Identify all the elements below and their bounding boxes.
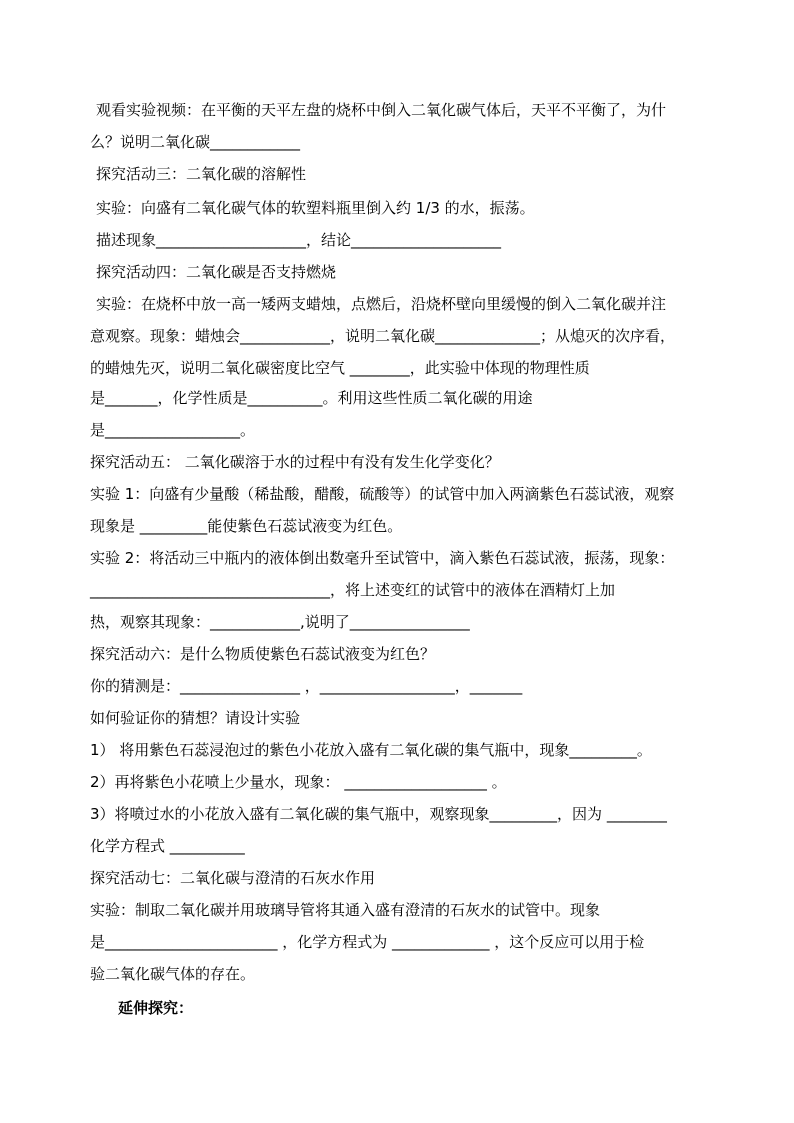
text-line: 3）将喷过水的小花放入盛有二氧化碳的集气瓶中，观察现象_________，因为 ________ [90,805,667,823]
section-heading: 探究活动六：是什么物质使紫色石蕊试液变为红色？ [90,645,436,663]
text-line: 如何验证你的猜想？请设计实验 [90,709,301,727]
text-line: 热，观察其现象：____________,说明了________________ [90,613,470,631]
text-line: 实验：在烧杯中放一高一矮两支蜡烛，点燃后，沿烧杯壁向里缓慢的倒入二氧化碳并注 [96,295,667,313]
text-line: 么？说明二氧化碳____________ [90,133,301,151]
text-line: ________________________________，将上述变红的试管中的液体在酒精灯上加 [90,581,616,599]
text-line: 是__________________。 [90,421,256,439]
text-line: 验二氧化碳气体的存在。 [90,965,256,983]
text-line: 实验 2：将活动三中瓶内的液体倒出数毫升至试管中，滴入紫色石蕊试液，振荡，现象： [90,549,675,567]
text-line: 1） 将用紫色石蕊浸泡过的紫色小花放入盛有二氧化碳的集气瓶中，现象_________。 [90,741,652,759]
section-heading-extension: 延伸探究： [118,999,194,1017]
text-line: 你的猜测是：________________ ，__________________，_______ [90,677,523,695]
text-line: 意观察。现象：蜡烛会____________，说明二氧化碳______________；从熄灭的次序看， [90,327,676,345]
text-line: 现象是 _________能使紫色石蕊试液变为红色。 [90,517,403,535]
text-line: 实验 1：向盛有少量酸（稀盐酸，醋酸，硫酸等）的试管中加入两滴紫色石蕊试液，观察 [90,485,675,503]
text-line: 是_______________________ ，化学方程式为 _____________ ，这个反应可以用于检 [90,933,645,951]
text-line: 观看实验视频：在平衡的天平左盘的烧杯中倒入二氧化碳气体后，天平不平衡了，为什 [96,101,667,119]
section-heading: 探究活动三：二氧化碳的溶解性 [96,165,307,183]
section-heading: 探究活动五： 二氧化碳溶于水的过程中有没有发生化学变化？ [90,453,500,471]
text-line: 2）再将紫色小花喷上少量水，现象： ___________________ 。 [90,773,507,791]
text-line: 实验：向盛有二氧化碳气体的软塑料瓶里倒入约 1/3 的水，振荡。 [96,199,535,217]
text-line: 实验：制取二氧化碳并用玻璃导管将其通入盛有澄清的石灰水的试管中。现象 [90,901,601,919]
section-heading: 探究活动四：二氧化碳是否支持燃烧 [96,263,337,281]
text-line: 描述现象____________________，结论____________________ [96,231,502,249]
text-line: 化学方程式 __________ [90,837,245,855]
text-line: 的蜡烛先灭，说明二氧化碳密度比空气 ________，此实验中体现的物理性质 [90,359,590,377]
section-heading: 探究活动七：二氧化碳与澄清的石灰水作用 [90,869,376,887]
text-line: 是_______，化学性质是__________。利用这些性质二氧化碳的用途 [90,389,533,407]
